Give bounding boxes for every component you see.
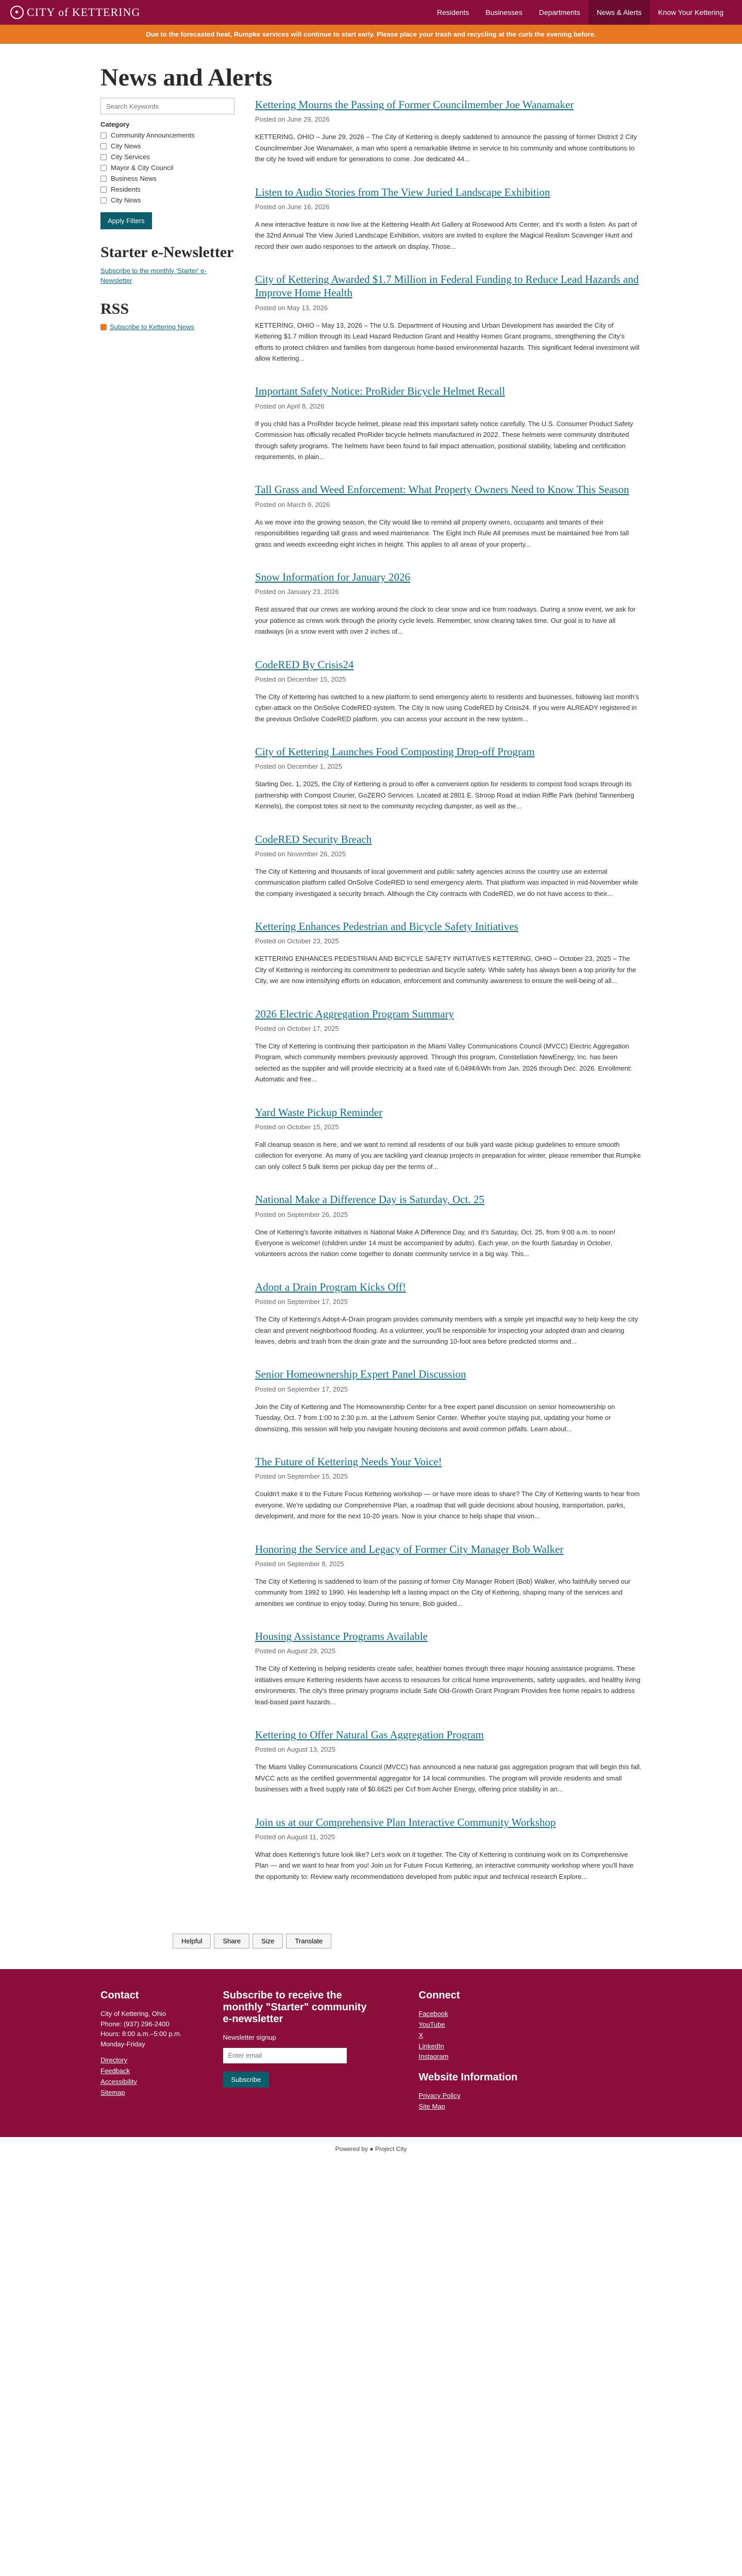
subscribe-heading: Subscribe to receive the monthly "Starter" community e-newsletter bbox=[223, 1990, 367, 2025]
news-article bbox=[255, 1455, 642, 1522]
checkbox[interactable] bbox=[100, 187, 107, 193]
article-excerpt: Fall cleanup season is here, and we want to remind all residents of our bulk yard waste pickup guidelines to ensure smooth collection for everyone. As many of you are tackling yard cleanup projects in preparation for winter, please remember that Rumpke can only collect 5 bulk items per pickup day per the terms of... bbox=[255, 1141, 641, 1171]
footer bbox=[0, 1969, 742, 2137]
x-link[interactable]: X bbox=[418, 2031, 424, 2039]
search-input[interactable] bbox=[100, 98, 234, 114]
newsletter-link[interactable]: Subscribe to the monthly 'Starter' e-Newsletter bbox=[100, 266, 207, 284]
category-option[interactable]: City News bbox=[100, 196, 234, 204]
article-excerpt: The City of Kettering and thousands of local government and public safety agencies across the country use an external communication platform called OnSolve CodeRED to send emergency alerts. That platform was impacted in mid-November while the company investigated a security breach. Although the City contracts with CodeRED, we do not have access to their... bbox=[255, 867, 638, 897]
news-article bbox=[255, 920, 642, 987]
article-excerpt: KETTERING, OHIO – June 29, 2026 – The City of Kettering is deeply saddened to announce the passing of former District 2 City Councilmember Joe Wanamaker, a man who spent a remarkable lifetime in service to his community and whose contributions to the city he loved will endure for generations to come. Joe dedicated 44... bbox=[255, 133, 637, 163]
footer-connect bbox=[419, 1990, 518, 2112]
category-option[interactable]: City Services bbox=[100, 153, 234, 161]
news-article bbox=[255, 1280, 642, 1347]
news-article bbox=[255, 833, 642, 900]
article-date: Posted on October 17, 2025 bbox=[255, 1025, 339, 1032]
article-excerpt: The City of Kettering has switched to a new platform to send emergency alerts to residents and businesses, following last month's cyber-attack on the OnSolve CodeRED system. The City is now using CodeRED by Crisis24. If you were ALREADY registered in the previous OnSolve CodeRED platform, you can access your account in the new system... bbox=[255, 692, 639, 723]
nav-item-residents[interactable]: Residents bbox=[436, 8, 469, 16]
article-date: Posted on August 29, 2025 bbox=[255, 1647, 336, 1655]
rss-icon bbox=[100, 324, 107, 330]
news-article bbox=[255, 1543, 642, 1609]
apply-filters-button[interactable]: Apply Filters bbox=[100, 212, 152, 229]
news-article bbox=[255, 273, 642, 364]
news-article bbox=[255, 1816, 642, 1883]
main-nav bbox=[429, 0, 732, 25]
city-seal-icon: ✦ bbox=[10, 6, 24, 19]
site-logo[interactable] bbox=[10, 6, 140, 19]
footer-contact bbox=[100, 1990, 182, 2112]
category-option[interactable]: Business News bbox=[100, 175, 234, 182]
news-article bbox=[255, 745, 642, 812]
article-date: Posted on March 9, 2026 bbox=[255, 500, 330, 509]
article-title-link[interactable]: Housing Assistance Programs Available bbox=[255, 1630, 428, 1643]
article-date: Posted on June 16, 2026 bbox=[255, 202, 330, 211]
checkbox[interactable] bbox=[100, 176, 107, 182]
article-date: Posted on January 23, 2026 bbox=[255, 588, 339, 596]
footer-subscribe bbox=[223, 1990, 378, 2112]
article-title-link[interactable]: 2026 Electric Aggregation Program Summary bbox=[255, 1007, 454, 1020]
news-article bbox=[255, 1367, 642, 1434]
article-title-link[interactable]: Kettering Mourns the Passing of Former Councilmember Joe Wanamaker bbox=[255, 98, 574, 111]
nav-item-know-your-kettering[interactable]: Know Your Kettering bbox=[658, 8, 723, 16]
article-title-link[interactable]: City of Kettering Launches Food Composting Drop-off Program bbox=[255, 745, 535, 758]
category-option[interactable]: Community Announcements bbox=[100, 131, 234, 139]
article-title-link[interactable]: National Make a Difference Day is Saturday, Oct. 25 bbox=[255, 1193, 484, 1206]
article-title-link[interactable]: Kettering to Offer Natural Gas Aggregation Program bbox=[255, 1728, 484, 1741]
article-date: Posted on September 17, 2025 bbox=[255, 1385, 348, 1393]
instagram-link[interactable]: Instagram bbox=[418, 2053, 449, 2061]
nav-item-news-alerts[interactable]: News & Alerts bbox=[588, 0, 650, 25]
news-article bbox=[255, 98, 642, 165]
article-date: Posted on April 8, 2026 bbox=[255, 402, 325, 410]
article-title-link[interactable]: Join us at our Comprehensive Plan Interactive Community Workshop bbox=[255, 1816, 556, 1828]
article-date: Posted on November 26, 2025 bbox=[255, 850, 346, 858]
newsletter-heading: Starter e-Newsletter bbox=[100, 244, 234, 261]
news-article bbox=[255, 483, 642, 550]
article-excerpt: A new interactive feature is now live at the Kettering Health Art Gallery at Rosewood Arts Center, and it's worth a listen. As part of the 32nd Annual The View Juried Landscape Exhibition, visitors are invited to explore the Magical Realism Scavenger Hunt and record their own audio responses to the artwork on display. Those... bbox=[255, 220, 637, 250]
article-excerpt: As we move into the growing season, the City would like to remind all property owners, occupants and tenants of their responsibilities regarding tall grass and weed maintenance. The Eight Inch Rule All premises must be maintained free from tall grass and weeds exceeding eight inches in height. This applies to all areas of your property... bbox=[255, 518, 629, 548]
footer-link-feedback[interactable]: Feedback bbox=[100, 2067, 130, 2075]
article-excerpt: The City of Kettering is helping residents create safer, healthier homes through three major housing assistance programs. These initiatives ensure Kettering residents have access to resources for critical home improvements, safety upgrades, and healthy living environments. The city's three primary programs include Safe Old-Growth Grant Program Provides free home repairs to address lead-based paint hazards... bbox=[255, 1665, 640, 1706]
article-excerpt: Join the City of Kettering and The Homeownership Center for a free expert panel discussion on senior homeownership on Tuesday, Oct. 7 from 1:00 to 2:30 p.m. at the Lathrem Senior Center. Whether you're staying put, updating your home or downsizing, this session will help you navigate housing decisions and avoid common pitfalls. Learn about... bbox=[255, 1402, 615, 1433]
nav-item-businesses[interactable]: Businesses bbox=[485, 8, 522, 16]
contact-line: Monday-Friday bbox=[100, 2040, 145, 2048]
subscribe-button[interactable]: Subscribe bbox=[223, 2072, 269, 2088]
article-date: Posted on May 13, 2026 bbox=[255, 303, 328, 312]
privacy-policy-link[interactable]: Privacy Policy bbox=[418, 2092, 461, 2100]
article-title-link[interactable]: The Future of Kettering Needs Your Voice! bbox=[255, 1455, 442, 1468]
news-article bbox=[255, 1193, 642, 1260]
checkbox[interactable] bbox=[100, 143, 107, 149]
news-article bbox=[255, 384, 642, 462]
footer-link-accessibility[interactable]: Accessibility bbox=[100, 2077, 137, 2086]
article-title-link[interactable]: City of Kettering Awarded $1.7 Million in Federal Funding to Reduce Lead Hazards and Improve Home Health bbox=[255, 273, 639, 299]
article-date: Posted on October 23, 2025 bbox=[255, 937, 339, 945]
linkedin-link[interactable]: LinkedIn bbox=[418, 2042, 444, 2050]
article-title-link[interactable]: CodeRED By Crisis24 bbox=[255, 658, 354, 671]
logo-text: CITY of KETTERING bbox=[27, 6, 141, 19]
rss-heading: RSS bbox=[100, 300, 129, 317]
article-title-link[interactable]: Kettering Enhances Pedestrian and Bicycle Safety Initiatives bbox=[255, 920, 518, 933]
rss-link[interactable]: Subscribe to Kettering News bbox=[110, 323, 195, 331]
article-title-link[interactable]: Important Safety Notice: ProRider Bicycle Helmet Recall bbox=[255, 385, 505, 398]
article-title-link[interactable]: Snow Information for January 2026 bbox=[255, 570, 410, 583]
news-article bbox=[255, 1728, 642, 1795]
subscribe-email-input[interactable] bbox=[223, 2048, 347, 2063]
contact-line: Phone: (937) 296-2400 bbox=[100, 2020, 170, 2028]
article-excerpt: One of Kettering's favorite initiatives is National Make A Difference Day, and it's Saturday, Oct. 25, from 9:00 a.m. to noon! Everyone is welcome! (children under 14 must be accompanied by adults). Each year, on the fourth Saturday in October, volunteers across the nation come together to donate community service in a big way. This... bbox=[255, 1228, 616, 1258]
article-date: Posted on December 15, 2025 bbox=[255, 675, 346, 683]
article-title-link[interactable]: Yard Waste Pickup Reminder bbox=[255, 1106, 383, 1118]
article-excerpt: The City of Kettering's Adopt-A-Drain program provides community members with a simple yet impactful way to help keep the city clean and prevent neighborhood flooding. As a volunteer, you'll be responsible for inspecting your adopted drain and clearing leaves, debris and trash from the drain grate and the surrounding 10-foot area before predicted storms and... bbox=[255, 1315, 638, 1345]
checkbox[interactable] bbox=[100, 132, 107, 139]
article-title-link[interactable]: Honoring the Service and Legacy of Former City Manager Bob Walker bbox=[255, 1543, 564, 1555]
news-article bbox=[255, 1106, 642, 1173]
category-option[interactable]: City News bbox=[100, 142, 234, 150]
news-article bbox=[255, 1630, 642, 1707]
category-option[interactable]: Mayor & City Council bbox=[100, 164, 234, 172]
article-title-link[interactable]: Adopt a Drain Program Kicks Off! bbox=[255, 1280, 406, 1293]
contact-line: Hours: 8:00 a.m.–5:00 p.m. bbox=[100, 2030, 182, 2038]
article-date: Posted on September 8, 2025 bbox=[255, 1560, 344, 1568]
article-excerpt: Couldn't make it to the Future Focus Kettering workshop — or have more ideas to share? The City of Kettering wants to hear from everyone. We're updating our Comprehensive Plan, a roadmap that will guide decisions about housing, transportation, parks, development, and more for the next 10-20 years. Now is your chance to help shape that vision... bbox=[255, 1490, 640, 1520]
news-article bbox=[255, 570, 642, 637]
connect-heading: Connect bbox=[418, 1990, 460, 2002]
top-navigation-bar bbox=[0, 0, 742, 25]
article-excerpt: KETTERING ENHANCES PEDESTRIAN AND BICYCLE SAFETY INITIATIVES KETTERING, OHIO – October 23, 2025 – The City of Kettering is reinforcing its commitment to pedestrian and bicycle safety. While safety has always been a top priority for the City, we are now intensifying efforts on education, enforcement and community awareness to ensure the well-being of all... bbox=[255, 955, 636, 985]
share-bar bbox=[100, 1934, 642, 1948]
article-date: Posted on October 15, 2025 bbox=[255, 1123, 339, 1131]
youtube-link[interactable]: YouTube bbox=[418, 2021, 445, 2029]
article-excerpt: Starting Dec. 1, 2025, the City of Kettering is proud to offer a convenient option for residents to compost food scraps through its partnership with Compost Courier, GoZERO Services. Located at 2801 E. Stroop Road at Indian Riffle Park (behind Tannenberg Kennels), the compost totes sit next to the community recycling dumpster, as well as the... bbox=[255, 780, 634, 810]
contact-line: City of Kettering, Ohio bbox=[100, 2010, 166, 2018]
checkbox[interactable] bbox=[100, 154, 107, 160]
article-date: Posted on December 1, 2025 bbox=[255, 762, 343, 771]
checkbox[interactable] bbox=[100, 165, 107, 171]
page-title: News and Alerts bbox=[100, 64, 273, 91]
website-info-heading: Website Information bbox=[418, 2072, 518, 2083]
article-excerpt: The City of Kettering is continuing their participation in the Miami Valley Communications Council (MVCC) Electric Aggregation Program, which community members previously approved. Through this program, Constellation NewEnergy, Inc. has been selected as the supplier and will provide electricity at a fixed rate of 6.049¢/kWh from Jan. 2026 through Dec. 2026. Enrollment: Automatic and free... bbox=[255, 1042, 632, 1083]
facebook-link[interactable]: Facebook bbox=[418, 2010, 448, 2018]
article-title-link[interactable]: Listen to Audio Stories from The View Juried Landscape Exhibition bbox=[255, 185, 550, 198]
article-date: Posted on September 15, 2025 bbox=[255, 1472, 348, 1481]
article-title-link[interactable]: CodeRED Security Breach bbox=[255, 833, 372, 845]
footer-link-sitemap[interactable]: Sitemap bbox=[100, 2088, 125, 2096]
article-excerpt: The Miami Valley Communications Council (MVCC) has announced a new natural gas aggregation program that will begin this fall. MVCC acts as the certified governmental aggregator for 14 local communities. The program will provide residents and small businesses with a fixed supply rate of $0.6625 per Ccf from Archer Energy, offering price stability in an... bbox=[255, 1763, 642, 1793]
site-map-link[interactable]: Site Map bbox=[418, 2103, 445, 2111]
article-title-link[interactable]: Tall Grass and Weed Enforcement: What Property Owners Need to Know This Season bbox=[255, 483, 629, 496]
text-size-button[interactable]: Size bbox=[252, 1934, 283, 1948]
nav-item-departments[interactable]: Departments bbox=[538, 8, 580, 16]
share-button[interactable]: Share bbox=[214, 1934, 249, 1948]
news-list bbox=[255, 98, 642, 1903]
article-date: Posted on September 17, 2025 bbox=[255, 1298, 348, 1306]
article-date: Posted on September 26, 2025 bbox=[255, 1210, 348, 1218]
contact-heading: Contact bbox=[100, 1990, 139, 2002]
news-article bbox=[255, 1007, 642, 1085]
checkbox[interactable] bbox=[100, 197, 107, 204]
subscribe-subtext: Newsletter signup bbox=[223, 2033, 276, 2042]
powered-by: Powered by ● Project City bbox=[0, 2137, 742, 2161]
article-date: Posted on August 13, 2025 bbox=[255, 1745, 336, 1754]
article-title-link[interactable]: Senior Homeownership Expert Panel Discussion bbox=[255, 1368, 466, 1381]
news-article bbox=[255, 658, 642, 725]
alert-banner: Due to the forecasted heat, Rumpke services will continue to start early. Please place your trash and recycling at the curb the evening before. bbox=[0, 25, 742, 44]
article-excerpt: KETTERING, OHIO – May 13, 2026 – The U.S. Department of Housing and Urban Development has awarded the City of Kettering $1.7 million through its Lead Hazard Reduction Grant and Healthy Homes Grant programs, strengthening the City's efforts to protect children and families from dangerous home-based environmental hazards. This significant federal investment will allow Kettering... bbox=[255, 321, 639, 362]
footer-link-directory[interactable]: Directory bbox=[100, 2056, 128, 2064]
article-excerpt: Rest assured that our crews are working around the clock to clear snow and ice from roadways. During a snow event, we ask for your patience as crews work through the priority cycle levels. Remember, snow clearing takes time. Our goal is to have all roadways (in a snow event with over 2 inches of... bbox=[255, 605, 636, 636]
article-date: Posted on June 29, 2026 bbox=[255, 115, 330, 124]
category-option[interactable]: Residents bbox=[100, 185, 234, 193]
sidebar bbox=[100, 98, 234, 1903]
article-date: Posted on August 11, 2025 bbox=[255, 1833, 335, 1841]
news-article bbox=[255, 185, 642, 252]
article-excerpt: If you child has a ProRider bicycle helmet, please read this important safety notice carefully. The U.S. Consumer Product Safety Commission has officially recalled ProRider bicycle helmets manufactured in 2022. These helmets were community distributed through safety programs. The helmets have been found to fail impact attenuation, positional stability, labeling and certification requirements, in plain... bbox=[255, 419, 633, 461]
category-label: Category bbox=[100, 121, 130, 128]
translate-button[interactable]: Translate bbox=[286, 1934, 331, 1948]
article-excerpt: What does Kettering's future look like? Let's work on it together. The City of Kettering is continuing work on its Comprehensive Plan — and we want to hear from you! Join us for Future Focus Kettering, an interactive community workshop where you'll have the opportunity to: Review early recommendations developed from public input and technical research Explore... bbox=[255, 1850, 634, 1880]
article-excerpt: The City of Kettering is saddened to learn of the passing of former City Manager Robert (Bob) Walker, who faithfully served our community from 1992 to 1990. His leadership left a lasting impact on the City of Kettering, shaping many of the services and amenities we continue to enjoy today. During his tenure, Bob guided... bbox=[255, 1577, 631, 1607]
helpful-button[interactable]: Helpful bbox=[173, 1934, 211, 1948]
